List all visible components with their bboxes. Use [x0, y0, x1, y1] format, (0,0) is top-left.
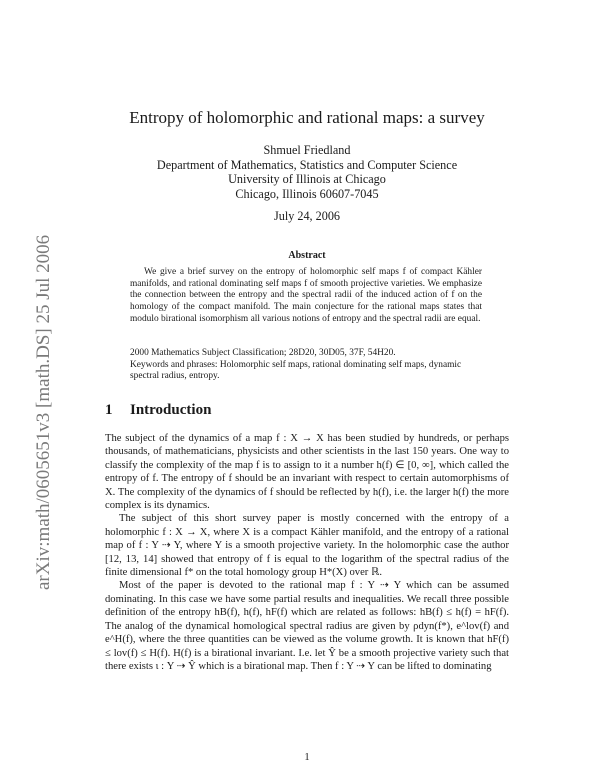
section-heading [105, 402, 509, 419]
msc-classification: 2000 Mathematics Subject Classification; 28D20, 30D05, 37F, 54H20. [130, 348, 396, 358]
paragraph: The subject of this short survey paper is mostly concerned with the entropy of a holomorphic f : X → X, where X is a compact Kähler manifold, and the entropy of a rational map of f : Y ⇢ Y, where Y is a smooth projective variety. In the holomorphic case the author [12, 13, 14] showed that entropy of f is equal to the logarithm of the spectral radius of the finite dimensional f* on the total homology group H*(X) over ℝ. [105, 513, 509, 579]
paper-date: July 24, 2006 [273, 209, 341, 223]
section-number: 1 [105, 402, 113, 418]
abstract-heading: Abstract [288, 250, 326, 261]
author-address: Chicago, Illinois 60607-7045 [235, 186, 379, 201]
section-body [105, 432, 509, 673]
author-department: Department of Mathematics, Statistics and Computer Science [156, 157, 458, 172]
author-block [105, 143, 509, 201]
paragraph: Most of the paper is devoted to the rational map f : Y ⇢ Y which can be assumed dominating. In this case we have some partial results and inequalities. We recall three possible definition of the entropy hB(f), h(f), hF(f) which are related as follows: hB(f) ≤ h(f) = hF(f). The analog of the dynamical homological spectral radius are given by ρdyn(f*), e^lov(f) and e^H(f), where the three quantities can be viewed as the volume growth. It is known that hF(f) ≤ lov(f) ≤ H(f). H(f) is a birational invariant. I.e. let Ŷ be a smooth projective variety such that there exists ι : Y ⇢ Ŷ which is a birational map. Then f : Y ⇢ Y can be lifted to dominating [105, 580, 509, 672]
page-number: 1 [304, 752, 310, 763]
paragraph: The subject of the dynamics of a map f : X → X has been studied by hundreds, or perhaps thousands, of mathematicians, physicists and other scientists in the last 150 years. One way to classify the complexity of the map f is to assign to it a number h(f) ∈ [0, ∞], which called the entropy of f. The entropy of f should be an invariant with respect to certain automorphisms of X. The complexity of the dynamics of f should be reflected by h(f), i.e. the larger h(f) the more complex is its dynamics. [105, 433, 509, 512]
author-name: Shmuel Friedland [263, 143, 351, 157]
section-title: Introduction [130, 402, 212, 418]
abstract-text: We give a brief survey on the entropy of holomorphic self maps f of compact Kähler manifolds, and rational dominating self maps f of smooth projective varieties. We emphasize the connection between the entropy and the spectral radii of the induced action of f on the homology of the compact manifold. The main conjecture for the rational maps states that modulo birational isomorphism all various notions of entropy and the spectral radii are equal. [130, 267, 482, 324]
paper-title: Entropy of holomorphic and rational maps: a survey [129, 108, 485, 127]
arxiv-identifier: arXiv:math/0605651v3 [math.DS] 25 Jul 2006 [33, 234, 54, 590]
author-university: University of Illinois at Chicago [228, 172, 386, 187]
keywords: Keywords and phrases: Holomorphic self maps, rational dominating self maps, dynamic spectral radius, entropy. [130, 359, 462, 382]
classification-block [130, 348, 482, 383]
